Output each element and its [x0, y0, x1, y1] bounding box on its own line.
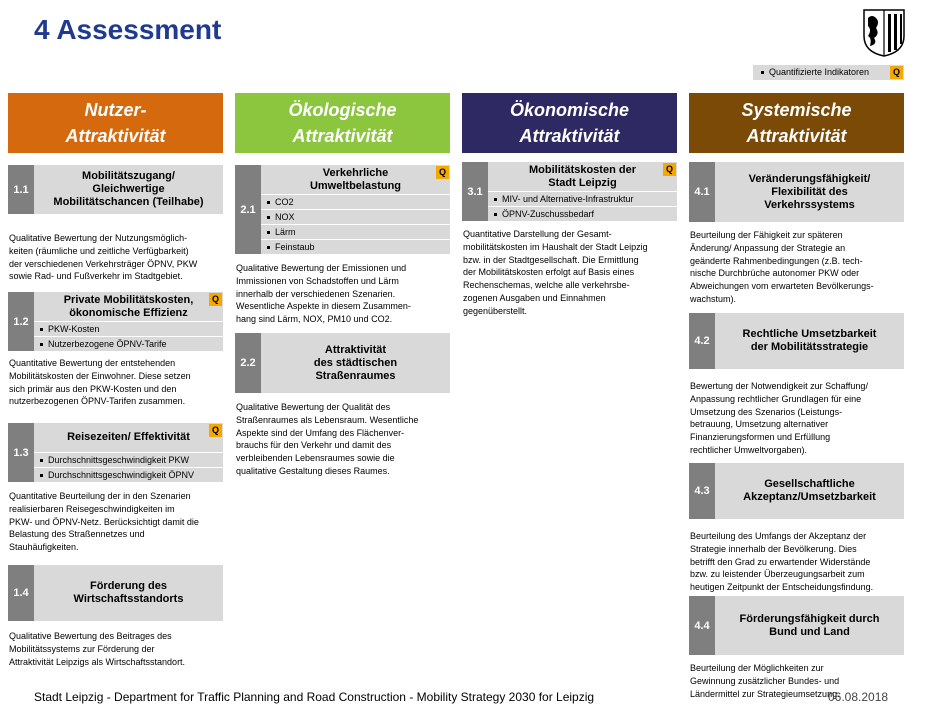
criterion-1-3 [8, 423, 223, 482]
criterion-title: Reisezeiten/ Effektivität [34, 423, 223, 452]
criterion-description: Qualitative Bewertung der Emissionen und Immissionen von Schadstoffen und Lärm innerhalb der verschiedenen Szenarien. Wesentliche Aspekte in diesem Zusammen- hang sind Lärm, NOX, PM10 und CO2. [236, 263, 411, 325]
bullet-icon [40, 328, 43, 331]
column-header-economic: Ökonomische Attraktivität [462, 93, 677, 153]
indicator-label: Lärm [275, 227, 296, 237]
indicator-item [261, 195, 450, 209]
bullet-icon [267, 231, 270, 234]
criterion-number: 1.4 [8, 565, 34, 621]
criterion-1-1 [8, 165, 223, 214]
criterion-4-2 [689, 313, 904, 369]
criterion-number: 3.1 [462, 162, 488, 221]
criterion-title: Mobilitätskosten der Stadt Leipzig [488, 162, 677, 191]
indicator-item [34, 322, 223, 336]
q-badge: Q [890, 66, 903, 79]
indicator-item [488, 192, 677, 206]
criterion-title: Verkehrliche Umweltbelastung [261, 165, 450, 194]
criterion-description: Qualitative Bewertung der Qualität des Straßenraumes als Lebensraum. Wesentliche Aspekte sind der Umfang des Flächenver- brauchs für den Verkehr und damit des verbleibenden Lebensraumes sowie die qualitative Gestaltung dieses Raumes. [236, 402, 419, 476]
page-title: 4 Assessment [34, 14, 222, 45]
column-header-systemic: Systemische Attraktivität [689, 93, 904, 153]
criterion-title: Rechtliche Umsetzbarkeit der Mobilitätsstrategie [715, 313, 904, 369]
criterion-3-1 [462, 162, 677, 221]
criterion-title: Mobilitätszugang/ Gleichwertige Mobilitätschancen (Teilhabe) [34, 165, 223, 214]
criterion-number: 1.2 [8, 292, 34, 351]
criterion-description: Quantitative Beurteilung der in den Szenarien realisierbaren Reisegeschwindigkeiten im PKW- und ÖPNV-Netz. Berücksichtigt damit die Belastung des Straßennetzes und Stauhäufigkeiten. [9, 491, 199, 553]
indicator-item [261, 240, 450, 254]
criterion-description: Qualitative Bewertung des Beitrages des Mobilitätssystems zur Förderung der Attraktivität Leipzigs als Wirtschaftsstandort. [9, 631, 186, 667]
indicator-item [261, 225, 450, 239]
criterion-title: Private Mobilitätskosten, ökonomische Effizienz [34, 292, 223, 321]
criterion-number: 4.1 [689, 162, 715, 222]
q-badge: Q [436, 166, 449, 179]
criterion-number: 1.1 [8, 165, 34, 214]
criterion-description: Beurteilung der Fähigkeit zur späteren Änderung/ Anpassung der Strategie an geänderte Rahmenbedingungen (z.B. tech- nische Durchbrüche autonomer PKW oder Abweichungen vom erwarteten Bevölkerungs- wachstum). [690, 230, 874, 304]
indicator-label: Durchschnittsgeschwindigkeit ÖPNV [48, 470, 195, 480]
criterion-number: 2.2 [235, 333, 261, 393]
footer-date: 06.08.2018 [828, 690, 889, 704]
bullet-icon [40, 459, 43, 462]
criterion-title: Förderungsfähigkeit durch Bund und Land [715, 596, 904, 655]
bullet-icon [494, 198, 497, 201]
leipzig-coat-of-arms-icon [862, 8, 906, 58]
criterion-4-4 [689, 596, 904, 655]
bullet-icon [40, 343, 43, 346]
criterion-2-1 [235, 165, 450, 254]
indicator-item [488, 207, 677, 221]
indicator-label: Nutzerbezogene ÖPNV-Tarife [48, 339, 167, 349]
indicator-item [34, 337, 223, 351]
indicator-label: Feinstaub [275, 242, 315, 252]
criterion-title: Gesellschaftliche Akzeptanz/Umsetzbarkeit [715, 463, 904, 519]
criterion-number: 4.3 [689, 463, 715, 519]
criterion-4-3 [689, 463, 904, 519]
bullet-icon [267, 216, 270, 219]
indicator-list [34, 321, 223, 351]
criterion-2-2 [235, 333, 450, 393]
indicator-list [261, 194, 450, 254]
indicator-item [261, 210, 450, 224]
column-header-ecological: Ökologische Attraktivität [235, 93, 450, 153]
q-badge: Q [209, 424, 222, 437]
indicator-label: CO2 [275, 197, 294, 207]
criterion-number: 4.4 [689, 596, 715, 655]
indicator-label: NOX [275, 212, 295, 222]
bullet-icon [267, 201, 270, 204]
criterion-title: Attraktivität des städtischen Straßenraumes [261, 333, 450, 393]
criterion-1-4 [8, 565, 223, 621]
indicator-item [34, 453, 223, 467]
criterion-description: Qualitative Bewertung der Nutzungsmöglich- keiten (räumliche und zeitliche Verfügbarkeit) der verschiedenen Verkehrsträger ÖPNV, PKW sowie Rad- und Fußverkehr im Stadtgebiet. [9, 233, 198, 282]
indicator-list [34, 452, 223, 482]
criterion-description: Quantitative Darstellung der Gesamt- mobilitätskosten im Haushalt der Stadt Leipzig bzw. in der Stadtgesellschaft. Die Ermittlung der Mobilitätskosten erfolgt auf Basis eines Rechenschemas, welche alle verkehrsbe- zogenen Ausgaben und Einnahmen gegenüberstellt. [463, 229, 648, 316]
legend-quantified-indicators [753, 65, 904, 80]
bullet-icon [40, 474, 43, 477]
criterion-4-1 [689, 162, 904, 222]
criterion-description: Beurteilung der Möglichkeiten zur Gewinnung zusätzlicher Bundes- und Ländermittel zur Strategieumsetzung. [690, 663, 840, 699]
q-badge: Q [209, 293, 222, 306]
criterion-description: Bewertung der Notwendigkeit zur Schaffung/ Anpassung rechtlicher Grundlagen für eine Umsetzung des Szenarios (Leistungs- betrauung, Umsetzung alternativer Finanzierungsformen und Erfüllung rechtlicher Umweltvorgaben). [690, 381, 868, 455]
criterion-1-2 [8, 292, 223, 351]
indicator-label: ÖPNV-Zuschussbedarf [502, 209, 595, 219]
criterion-description: Quantitative Bewertung der entstehenden Mobilitätskosten der Einwohner. Diese setzen sich primär aus den PKW-Kosten und den nutzerbezogenen ÖPNV-Tarifen zusammen. [9, 358, 191, 407]
indicator-label: Durchschnittsgeschwindigkeit PKW [48, 455, 190, 465]
criterion-description: Beurteilung des Umfangs der Akzeptanz der Strategie innerhalb der Bevölkerung. Dies betrifft den Grad zu erwartender Widerstände bzw. zu leistender Überzeugungsarbeit zum heutigen Zeitpunkt der Entscheidungsfindung. [690, 531, 874, 593]
criterion-title: Veränderungsfähigkeit/ Flexibilität des Verkehrssystems [715, 162, 904, 222]
criterion-number: 2.1 [235, 165, 261, 254]
indicator-item [34, 468, 223, 482]
q-badge: Q [663, 163, 676, 176]
indicator-label: MIV- und Alternative-Infrastruktur [502, 194, 634, 204]
bullet-icon [761, 71, 764, 74]
criterion-number: 4.2 [689, 313, 715, 369]
legend-label: Quantifizierte Indikatoren [769, 67, 870, 77]
indicator-label: PKW-Kosten [48, 324, 100, 334]
footer-text: Stadt Leipzig - Department for Traffic Planning and Road Construction - Mobility Strategy 2030 for Leipzig [34, 690, 595, 704]
column-header-user: Nutzer- Attraktivität [8, 93, 223, 153]
criterion-number: 1.3 [8, 423, 34, 482]
bullet-icon [267, 246, 270, 249]
indicator-list [488, 191, 677, 221]
bullet-icon [494, 213, 497, 216]
criterion-title: Förderung des Wirtschaftsstandorts [34, 565, 223, 621]
